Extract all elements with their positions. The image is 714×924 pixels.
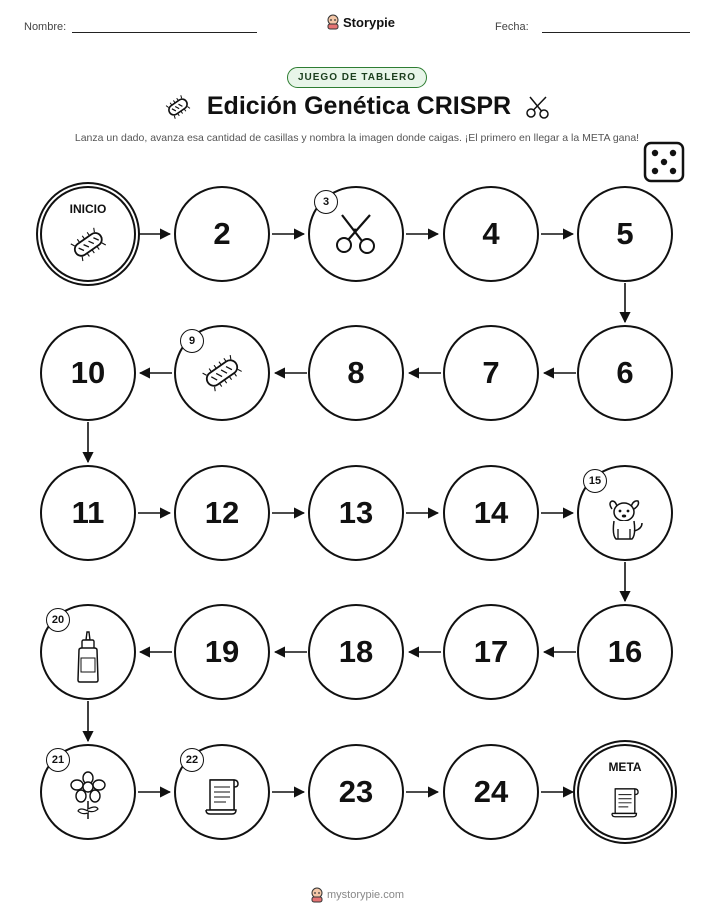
board-cell-24[interactable] (443, 744, 539, 840)
board-cell-4[interactable] (443, 186, 539, 282)
board-cell-5[interactable] (577, 186, 673, 282)
cell-number: 8 (347, 355, 365, 390)
cell-number: 4 (482, 216, 500, 251)
cell-number: 18 (338, 634, 374, 669)
cell-number-badge: 21 (46, 748, 70, 772)
board-cell-13[interactable] (308, 465, 404, 561)
cell-number: 23 (338, 774, 374, 809)
cell-number: 7 (482, 355, 500, 390)
board-cell-6[interactable] (577, 325, 673, 421)
cell-number: 5 (616, 216, 634, 251)
board-cell-16[interactable] (577, 604, 673, 700)
name-label: Nombre: (24, 21, 67, 33)
goal-label: META (608, 760, 642, 774)
footer-site[interactable]: mystorypie.com (326, 889, 405, 901)
board-cell-18[interactable] (308, 604, 404, 700)
cell-number: 2 (213, 216, 231, 251)
cell-number: 17 (473, 634, 509, 669)
board-cell-8[interactable] (308, 325, 404, 421)
board-cell-start[interactable] (40, 186, 136, 282)
board-cell-19[interactable] (174, 604, 270, 700)
cell-number: 24 (473, 774, 509, 809)
page-title: Edición Genética CRISPR (206, 92, 512, 120)
board-cell-23[interactable] (308, 744, 404, 840)
board-cell-12[interactable] (174, 465, 270, 561)
date-label: Fecha: (495, 21, 529, 33)
board-cell-11[interactable] (40, 465, 136, 561)
cell-number: 10 (70, 355, 106, 390)
scroll-icon (607, 782, 643, 822)
footer-brand (310, 887, 404, 903)
flower-icon (68, 771, 108, 821)
board-cell-7[interactable] (443, 325, 539, 421)
cell-number: 6 (616, 355, 634, 390)
bacteria-icon (197, 351, 247, 395)
cell-number-badge: 9 (180, 329, 204, 353)
cell-number: 11 (71, 495, 105, 530)
cell-number: 13 (338, 495, 374, 530)
puppy-icon (602, 499, 648, 543)
footer (0, 887, 714, 903)
cell-number: 12 (204, 495, 240, 530)
instructions: Lanza un dado, avanza esa cantidad de casillas y nombra la imagen donde caigas. ¡El primero en llegar a la META gana! (74, 132, 640, 144)
glue-bottle-icon (73, 630, 103, 684)
cell-number-badge: 22 (180, 748, 204, 772)
storypie-mascot-icon (310, 887, 324, 903)
bacteria-icon (65, 224, 111, 264)
cell-number-badge: 20 (46, 608, 70, 632)
start-label: INICIO (69, 202, 107, 216)
board-cell-14[interactable] (443, 465, 539, 561)
board-cell-10[interactable] (40, 325, 136, 421)
game-type-badge: JUEGO DE TABLERO (287, 67, 427, 88)
cell-number: 14 (473, 495, 509, 530)
brand-name: Storypie (343, 14, 396, 30)
cell-number-badge: 15 (583, 469, 607, 493)
cell-number: 19 (204, 634, 240, 669)
board-cell-17[interactable] (443, 604, 539, 700)
board-cell-goal[interactable] (577, 744, 673, 840)
scissors-icon (333, 211, 379, 257)
cell-number: 16 (607, 634, 643, 669)
board-cell-2[interactable] (174, 186, 270, 282)
scroll-icon (200, 774, 244, 818)
cell-number-badge: 3 (314, 190, 338, 214)
